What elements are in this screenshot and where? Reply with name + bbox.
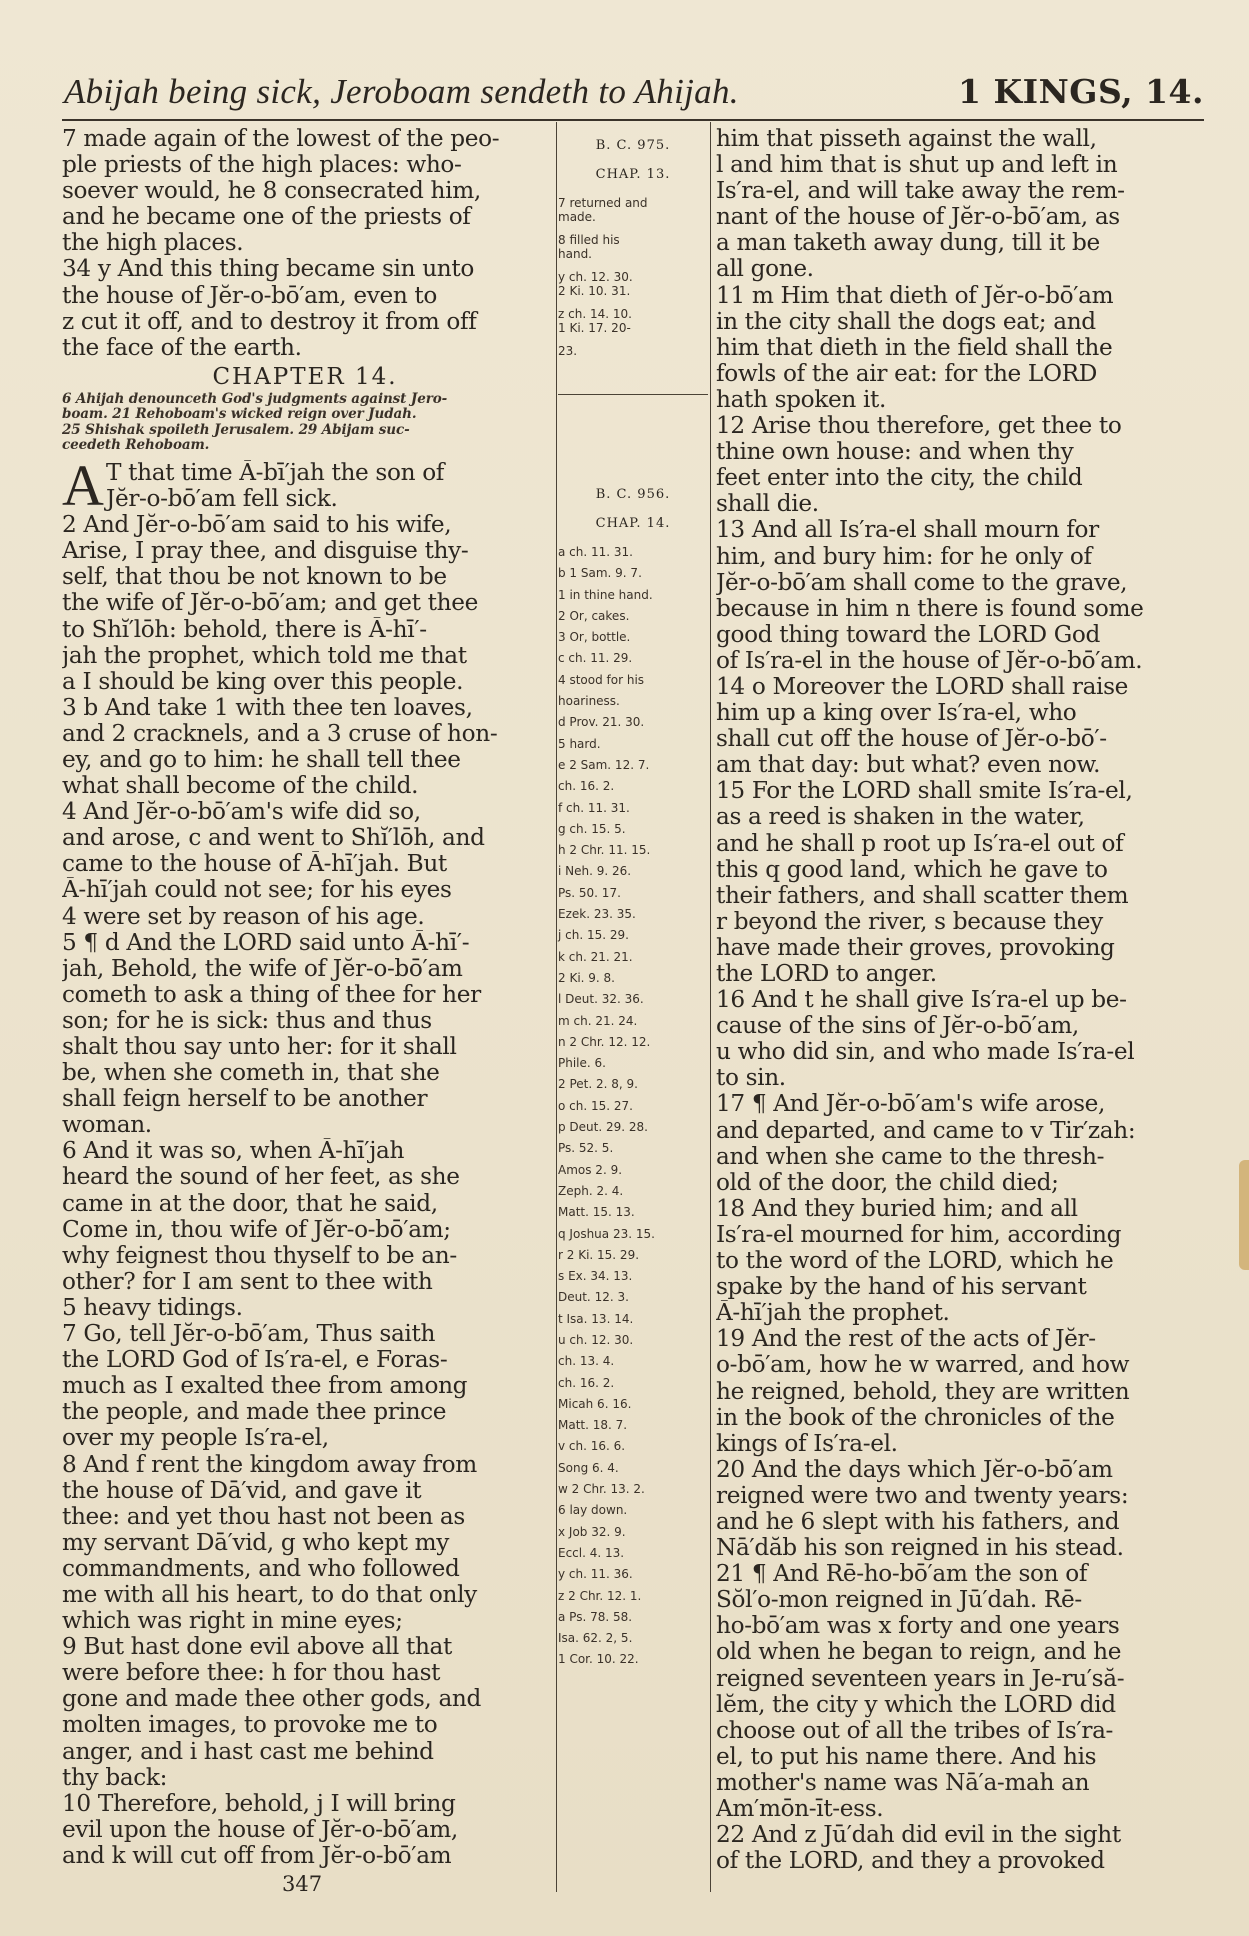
text-line: in the book of the chronicles of the	[716, 1404, 1115, 1431]
text-line: came in at the door, that he said,	[62, 1190, 438, 1217]
cross-reference: j ch. 15. 29.	[558, 928, 629, 943]
cross-reference: z 2 Chr. 12. 1.	[558, 1588, 642, 1603]
cross-reference: hoariness.	[558, 694, 620, 709]
text-line: self, that thou be not known to be	[62, 564, 447, 591]
text-line: because in him n there is found some	[716, 595, 1144, 622]
cross-reference: g ch. 15. 5.	[558, 821, 626, 836]
text-line: u who did sin, and who made Is′ra-el	[716, 1039, 1135, 1066]
text-line: him, and bury him: for he only of	[716, 543, 1092, 570]
text-line: good thing toward the LORD God	[716, 621, 1101, 648]
text-line: 7 made again of the lowest of the peo-	[62, 126, 500, 152]
cross-reference: ch. 16. 2.	[558, 1375, 615, 1390]
text-line: shall cut off the house of Jĕr-o-bō′-	[716, 726, 1107, 753]
text-line: and he 6 slept with his fathers, and	[716, 1508, 1120, 1535]
reference-column	[558, 126, 708, 1674]
cross-reference: z ch. 14. 10.	[558, 307, 632, 321]
first-verse	[62, 452, 548, 518]
book-chapter-reference: 1 KINGS, 14.	[958, 72, 1204, 111]
text-line: 10 Therefore, behold, j I will bring	[62, 1790, 456, 1817]
text-line: over my people Is′ra-el,	[62, 1425, 329, 1452]
text-line: Am′mōn-īt-ess.	[716, 1796, 884, 1822]
cross-reference: Ps. 52. 5.	[558, 1141, 614, 1156]
text-line: Jĕr-o-bō′am shall come to the grave,	[716, 569, 1128, 596]
text-line: 14 o Moreover the LORD shall raise	[716, 673, 1129, 700]
summary-line: ceedeth Rehoboam.	[62, 438, 210, 454]
text-line: o-bō′am, how he w warred, and how	[716, 1352, 1130, 1379]
cross-references-top	[558, 196, 708, 358]
text-line: he reigned, behold, they are written	[716, 1378, 1130, 1405]
text-line: am that day: but what? even now.	[716, 752, 1101, 779]
text-line: 21 ¶ And Rē-ho-bō′am the son of	[716, 1561, 1088, 1588]
text-line: to Shĭ′lōh: behold, there is Ā-hī′-	[62, 616, 427, 643]
cross-reference: Phile. 6.	[558, 1056, 606, 1071]
cross-reference: l Deut. 32. 36.	[558, 992, 644, 1007]
date-heading-top: B. C. 975.	[595, 138, 671, 153]
cross-reference: 1 in thine hand.	[558, 587, 653, 602]
cross-reference: e 2 Sam. 12. 7.	[558, 757, 650, 772]
left-verses-main	[62, 512, 548, 1869]
text-line: him up a king over Is′ra-el, who	[716, 700, 1077, 727]
text-line: of the LORD, and they a provoked	[716, 1848, 1105, 1875]
cross-reference: Amos 2. 9.	[558, 1162, 623, 1177]
text-line: nant of the house of Jĕr-o-bō′am, as	[716, 204, 1120, 231]
cross-reference: y ch. 12. 30.	[558, 270, 633, 284]
cross-reference: 23.	[558, 344, 578, 358]
text-line: reigned were two and twenty years:	[716, 1482, 1129, 1509]
cross-reference: 2 Ki. 9. 8.	[558, 970, 615, 985]
text-line: much as I exalted thee from among	[62, 1373, 468, 1400]
reference-rule	[558, 394, 708, 395]
text-line: cause of the sins of Jĕr-o-bō′am,	[716, 1013, 1079, 1040]
text-line: cometh to ask a thing of thee for her	[62, 981, 481, 1008]
cross-reference: ch. 13. 4.	[558, 1354, 615, 1369]
chapter-heading: CHAPTER 14.	[212, 363, 398, 390]
text-line: the high places.	[62, 230, 244, 257]
text-line: the face of the earth.	[62, 334, 302, 361]
text-line: feet enter into the city, the child	[716, 465, 1083, 492]
cross-reference: a ch. 11. 31.	[558, 545, 633, 559]
cross-reference: u ch. 12. 30.	[558, 1332, 634, 1347]
text-line: kings of Is′ra-el.	[716, 1430, 898, 1457]
text-line: to sin.	[716, 1065, 786, 1092]
text-line: a I should be king over this people.	[62, 668, 464, 695]
text-line: as a reed is shaken in the water,	[716, 804, 1085, 831]
text-line: and when she came to the thresh-	[716, 1143, 1105, 1170]
text-line: 12 Arise thou therefore, get thee to	[716, 413, 1122, 440]
text-line: jah the prophet, which told me that	[62, 642, 467, 669]
cross-reference: 5 hard.	[558, 736, 601, 751]
text-line: mother's name was Nā′a-mah an	[716, 1769, 1090, 1796]
text-line: r beyond the river, s because they	[716, 908, 1103, 935]
text-line: son; for he is sick: thus and thus	[62, 1007, 432, 1034]
text-line: soever would, he 8 consecrated him,	[62, 178, 481, 205]
cross-reference: i Neh. 9. 26.	[558, 864, 632, 879]
cross-reference: Ezek. 23. 35.	[558, 907, 636, 922]
cross-reference: m ch. 21. 24.	[558, 1013, 638, 1028]
page-header	[64, 72, 1204, 120]
text-line: thine own house: and when thy	[716, 439, 1074, 466]
text-line: shall die.	[716, 491, 819, 518]
text-line: Is′ra-el mourned for him, according	[716, 1221, 1122, 1248]
text-line: gone and made thee other gods, and	[62, 1686, 481, 1713]
text-line: evil upon the house of Jĕr-o-bō′am,	[62, 1816, 458, 1843]
text-line: 17 ¶ And Jĕr-o-bō′am's wife arose,	[716, 1091, 1106, 1118]
text-line: be, when she cometh in, that she	[62, 1060, 440, 1087]
text-line: lĕm, the city y which the LORD did	[716, 1691, 1116, 1718]
text-line: Ā-hī′jah the prophet.	[716, 1300, 950, 1327]
text-line: 3 b And take 1 with thee ten loaves,	[62, 694, 473, 721]
cross-reference: v ch. 16. 6.	[558, 1439, 626, 1454]
summary-line: 25 Shishak spoileth Jerusalem. 29 Abijam suc-	[62, 422, 410, 438]
chapter-ref-bottom: CHAP. 14.	[595, 516, 671, 531]
cross-reference: p Deut. 29. 28.	[558, 1120, 648, 1135]
date-heading-bottom: B. C. 956.	[595, 487, 671, 502]
text-line: 4 And Jĕr-o-bō′am's wife did so,	[62, 799, 421, 826]
text-line: spake by the hand of his servant	[716, 1274, 1087, 1301]
text-line: came to the house of Ā-hī′jah. But	[62, 851, 447, 878]
text-line: 34 y And this thing became sin unto	[62, 256, 474, 283]
text-line: el, to put his name there. And his	[716, 1743, 1097, 1770]
text-line: to the word of the LORD, which he	[716, 1248, 1114, 1275]
cross-reference: a Ps. 78. 58.	[558, 1609, 633, 1624]
column-divider-right	[710, 122, 711, 1892]
text-line: commandments, and who followed	[62, 1555, 460, 1582]
text-line: have made their groves, provoking	[716, 934, 1115, 961]
text-line: heard the sound of her feet, as she	[62, 1164, 460, 1191]
cross-reference: Song 6. 4.	[558, 1460, 619, 1475]
cross-reference: 7 returned and	[558, 196, 648, 210]
running-title: Abijah being sick, Jeroboam sendeth to Ahijah.	[64, 72, 739, 111]
text-line: my servant Dā′vid, g who kept my	[62, 1529, 450, 1556]
text-line: why feignest thou thyself to be an-	[62, 1242, 457, 1269]
cross-reference: 6 lay down.	[558, 1503, 628, 1518]
text-line: and k will cut off from Jĕr-o-bō′am	[62, 1842, 452, 1869]
text-line: anger, and i hast cast me behind	[62, 1738, 434, 1765]
text-line: 4 were set by reason of his age.	[62, 903, 425, 930]
text-line: ho-bō′am was x forty and one years	[716, 1613, 1120, 1640]
page-number: 347	[282, 1872, 323, 1896]
cross-reference: b 1 Sam. 9. 7.	[558, 566, 642, 581]
text-line: the LORD God of Is′ra-el, e Foras-	[62, 1347, 448, 1374]
chapter-opening	[62, 452, 548, 518]
text-line: 15 For the LORD shall smite Is′ra-el,	[716, 778, 1133, 805]
cross-reference: Isa. 62. 2, 5.	[558, 1631, 633, 1646]
text-line: and 2 cracknels, and a 3 cruse of hon-	[62, 720, 498, 747]
text-line: 11 m Him that dieth of Jĕr-o-bō′am	[716, 282, 1114, 309]
text-line: and arose, c and went to Shĭ′lōh, and	[62, 825, 485, 852]
text-line: 19 And the rest of the acts of Jĕr-	[716, 1326, 1096, 1353]
text-line: in the city shall the dogs eat; and	[716, 308, 1096, 335]
text-line: which was right in mine eyes;	[62, 1608, 403, 1635]
chapter-summary	[62, 392, 548, 454]
text-line: the house of Dā′vid, and gave it	[62, 1477, 422, 1504]
cross-reference: 2 Or, cakes.	[558, 608, 630, 623]
cross-reference: 2 Pet. 2. 8, 9.	[558, 1077, 638, 1092]
text-line: jah, Behold, the wife of Jĕr-o-bō′am	[62, 955, 463, 982]
text-line: 8 And f rent the kingdom away from	[62, 1451, 477, 1478]
text-line: shalt thou say unto her: for it shall	[62, 1034, 457, 1060]
left-text-column	[62, 126, 548, 1869]
cross-reference: y ch. 11. 36.	[558, 1567, 633, 1582]
header-rule	[62, 119, 1204, 121]
text-line: 22 And z Jū′dah did evil in the sight	[716, 1822, 1121, 1849]
text-line: l and him that is shut up and left in	[716, 152, 1118, 179]
text-line: the wife of Jĕr-o-bō′am; and get thee	[62, 590, 478, 617]
text-line: choose out of all the tribes of Is′ra-	[716, 1717, 1114, 1744]
text-line: and departed, and came to v Tir′zah:	[716, 1117, 1136, 1144]
cross-reference: r 2 Ki. 15. 29.	[558, 1247, 640, 1262]
cross-reference: o ch. 15. 27.	[558, 1098, 633, 1113]
cross-reference: k ch. 21. 21.	[558, 949, 633, 964]
cross-reference: 4 stood for his	[558, 672, 645, 687]
cross-reference: 2 Ki. 10. 31.	[558, 284, 631, 298]
cross-reference: 1 Ki. 17. 20-	[558, 321, 631, 335]
right-verses	[716, 126, 1204, 1874]
text-line: the people, and made thee prince	[62, 1399, 447, 1426]
text-line: hath spoken it.	[716, 386, 887, 413]
text-line: the LORD to anger.	[716, 961, 937, 987]
column-divider-left	[556, 122, 557, 1892]
cross-reference: 8 filled his	[558, 233, 620, 247]
cross-reference: Matt. 18. 7.	[558, 1418, 628, 1433]
text-line: the house of Jĕr-o-bō′am, even to	[62, 282, 438, 309]
cross-reference: s Ex. 34. 13.	[558, 1269, 633, 1284]
cross-reference: q Joshua 23. 15.	[558, 1226, 655, 1241]
left-verses-top	[62, 126, 548, 361]
text-line: Sŏl′o-mon reigned in Jū′dah. Rē-	[716, 1587, 1082, 1614]
cross-reference: made.	[558, 210, 596, 224]
cross-reference: w 2 Chr. 13. 2.	[558, 1482, 645, 1497]
cross-reference: n 2 Chr. 12. 12.	[558, 1034, 651, 1049]
text-line: Arise, I pray thee, and disguise thy-	[62, 538, 469, 565]
text-line: 13 And all Is′ra-el shall mourn for	[716, 517, 1099, 544]
text-line: ple priests of the high places: who-	[62, 152, 462, 179]
text-line: 5 heavy tidings.	[62, 1294, 243, 1321]
text-line: molten images, to provoke me to	[62, 1712, 438, 1739]
text-line: a man taketh away dung, till it be	[716, 230, 1100, 257]
cross-reference: Micah 6. 16.	[558, 1396, 632, 1411]
text-line: 6 And it was so, when Ā-hī′jah	[62, 1138, 405, 1165]
cross-reference: f ch. 11. 31.	[558, 800, 630, 815]
text-line: Nā′dăb his son reigned in his stead.	[716, 1535, 1124, 1562]
text-line: this q good land, which he gave to	[716, 856, 1108, 883]
text-line: T that time Ā-bī′jah the son of	[106, 459, 445, 486]
text-line: old when he began to reign, and he	[716, 1639, 1122, 1666]
cross-reference: 3 Or, bottle.	[558, 630, 631, 645]
cross-reference: c ch. 11. 29.	[558, 651, 633, 666]
text-line: 18 And they buried him; and all	[716, 1195, 1078, 1222]
text-line: and he became one of the priests of	[62, 204, 471, 231]
text-line: of Is′ra-el in the house of Jĕr-o-bō′am.	[716, 647, 1143, 674]
text-line: Jĕr-o-bō′am fell sick.	[106, 486, 338, 513]
text-line: woman.	[62, 1112, 152, 1139]
cross-reference: d Prov. 21. 30.	[558, 715, 645, 730]
page-edge-mark	[1239, 1160, 1249, 1270]
cross-reference: Matt. 15. 13.	[558, 1205, 635, 1220]
cross-reference: h 2 Chr. 11. 15.	[558, 843, 651, 858]
cross-reference: x Job 32. 9.	[558, 1524, 626, 1539]
right-text-column	[716, 126, 1204, 1874]
text-line: Come in, thou wife of Jĕr-o-bō′am;	[62, 1216, 451, 1243]
text-line: 16 And t he shall give Is′ra-el up be-	[716, 987, 1127, 1014]
text-line: reigned seventeen years in Je-ru′să-	[716, 1665, 1125, 1692]
text-line: 5 ¶ d And the LORD said unto Ā-hī′-	[62, 929, 470, 956]
text-line: 2 And Jĕr-o-bō′am said to his wife,	[62, 512, 452, 539]
cross-reference: t Isa. 13. 14.	[558, 1311, 634, 1326]
cross-reference: hand.	[558, 247, 592, 261]
text-line: me with all his heart, to do that only	[62, 1581, 477, 1608]
text-line: Is′ra-el, and will take away the rem-	[716, 178, 1125, 205]
text-line: shall feign herself to be another	[62, 1086, 428, 1113]
text-line: their fathers, and shall scatter them	[716, 882, 1129, 909]
text-line: what shall become of the child.	[62, 773, 419, 800]
cross-reference: Eccl. 4. 13.	[558, 1545, 625, 1560]
text-line: all gone.	[716, 256, 814, 283]
text-line: z cut it off, and to destroy it from off	[62, 308, 477, 335]
text-line: and he shall p root up Is′ra-el out of	[716, 830, 1124, 857]
text-line: thy back:	[62, 1764, 168, 1791]
chapter-ref-top: CHAP. 13.	[595, 167, 671, 182]
text-line: old of the door, the child died;	[716, 1169, 1059, 1196]
text-line: ey, and go to him: he shall tell thee	[62, 746, 461, 773]
text-line: him that dieth in the field shall the	[716, 334, 1113, 361]
cross-references	[558, 545, 708, 1666]
drop-cap: A	[62, 452, 104, 518]
text-line: Ā-hī′jah could not see; for his eyes	[62, 877, 452, 904]
summary-line: 6 Ahijah denounceth God's judgments against Jero-	[62, 391, 448, 407]
cross-reference: Zeph. 2. 4.	[558, 1183, 624, 1198]
summary-line: boam. 21 Rehoboam's wicked reign over Judah.	[62, 407, 417, 423]
text-line: thee: and yet thou hast not been as	[62, 1503, 465, 1530]
text-line: him that pisseth against the wall,	[716, 126, 1097, 152]
text-line: 9 But hast done evil above all that	[62, 1634, 452, 1661]
text-line: fowls of the air eat: for the LORD	[716, 360, 1097, 387]
cross-reference: Deut. 12. 3.	[558, 1290, 629, 1305]
text-line: 20 And the days which Jĕr-o-bō′am	[716, 1456, 1113, 1483]
cross-reference: 1 Cor. 10. 22.	[558, 1652, 639, 1667]
cross-reference: ch. 16. 2.	[558, 779, 615, 794]
text-line: other? for I am sent to thee with	[62, 1268, 433, 1295]
cross-reference: Ps. 50. 17.	[558, 885, 621, 900]
text-line: 7 Go, tell Jĕr-o-bō′am, Thus saith	[62, 1321, 436, 1348]
text-line: were before thee: h for thou hast	[62, 1660, 441, 1687]
